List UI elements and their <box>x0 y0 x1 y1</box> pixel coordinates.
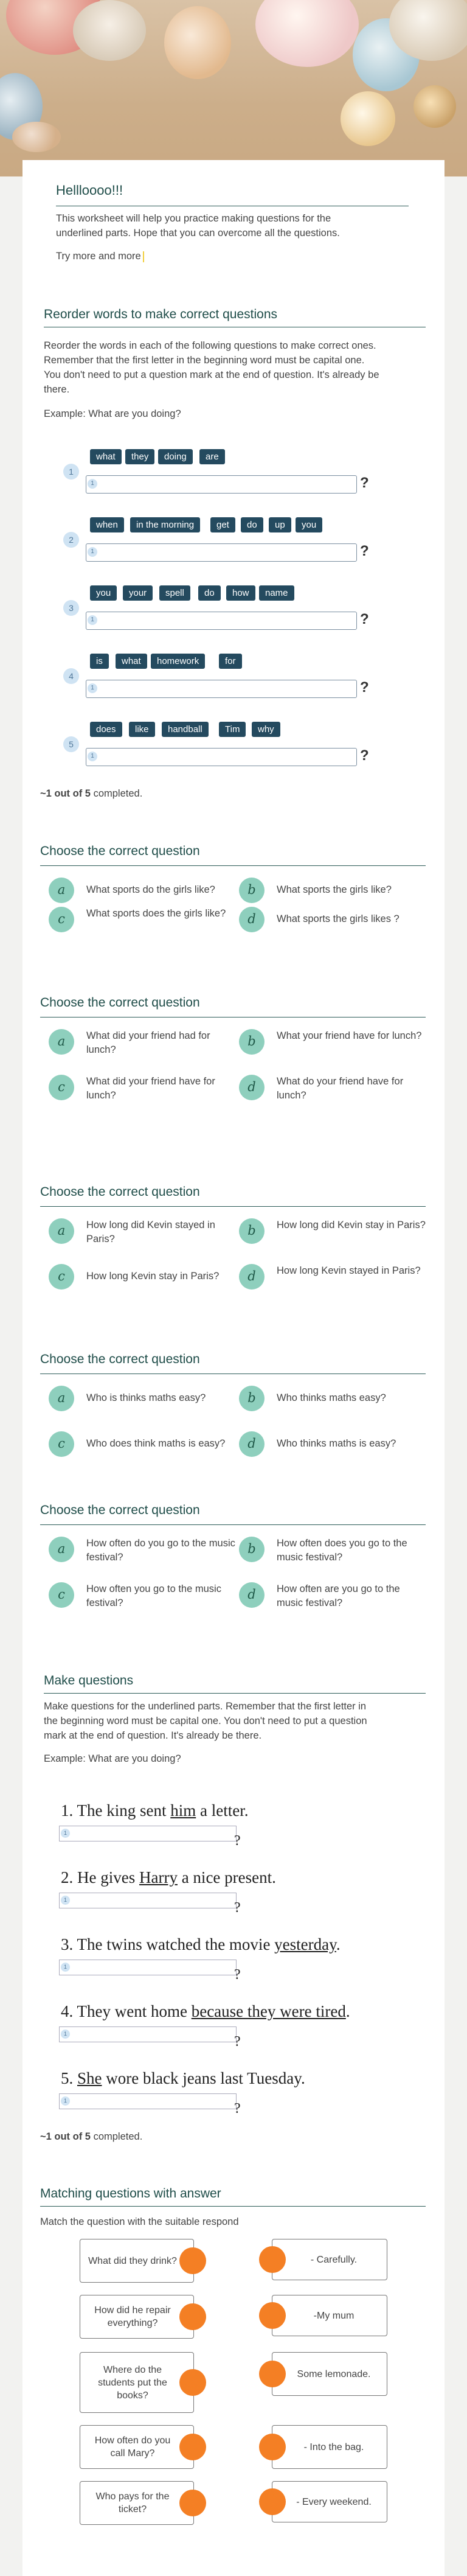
intro-title: Hellloooo!!! <box>56 183 123 198</box>
question-mark: ? <box>234 1833 241 1849</box>
match-answer-box[interactable]: - Every weekend. <box>272 2481 387 2522</box>
shell-image <box>341 91 395 146</box>
question-mark: ? <box>360 611 369 627</box>
sentence-part: 5. <box>61 2069 77 2087</box>
sentence-part: a letter. <box>196 1801 249 1820</box>
option-text[interactable]: How often are you go to the music festival? <box>277 1583 400 1608</box>
option-text[interactable]: What your friend have for lunch? <box>277 1030 422 1041</box>
option-text[interactable]: How long Kevin stayed in Paris? <box>277 1265 421 1276</box>
sentence-text <box>61 1935 341 1954</box>
option-text[interactable]: What did your friend have for lunch? <box>86 1076 215 1101</box>
question-number: 2 <box>63 532 79 548</box>
option-a-button[interactable]: a <box>49 1218 74 1244</box>
word-chip[interactable]: handball <box>162 722 209 737</box>
underlined-part: him <box>170 1801 196 1820</box>
word-chip[interactable]: how <box>226 585 255 601</box>
match-answer-box[interactable]: Some lemonade. <box>272 2352 387 2396</box>
word-chip[interactable]: do <box>198 585 221 601</box>
option-c-button[interactable]: c <box>49 1264 74 1290</box>
question-mark: ? <box>360 543 369 559</box>
option-c-button[interactable]: c <box>49 1582 74 1608</box>
score-text: ~1 out of 5 completed. <box>40 2131 143 2142</box>
word-chip[interactable]: does <box>90 722 122 737</box>
sentence-text <box>61 1868 276 1887</box>
match-connector-dot[interactable] <box>259 2246 286 2273</box>
answer-input[interactable] <box>59 2093 237 2109</box>
word-chip[interactable]: what <box>90 449 122 464</box>
option-c-button[interactable]: c <box>49 1431 74 1457</box>
divider <box>40 1524 426 1525</box>
underlined-part: because they were tired <box>191 2002 346 2020</box>
instruction-text: the beginning word must be capital one. You don't need to put a question <box>44 1716 367 1726</box>
intro-text: This worksheet will help you practice making questions for the <box>56 213 331 224</box>
shell-image <box>255 0 359 67</box>
instruction-text: You don't need to put a question mark at the end of question. It's already be <box>44 369 379 380</box>
option-text[interactable]: What sports do the girls like? <box>86 884 215 895</box>
match-connector-dot[interactable] <box>259 2434 286 2460</box>
word-chip[interactable]: homework <box>151 654 205 669</box>
section-title: Choose the correct question <box>40 1503 200 1517</box>
option-a-button[interactable]: a <box>49 1537 74 1562</box>
option-c-button[interactable]: c <box>49 1075 74 1100</box>
section-title: Matching questions with answer <box>40 2187 221 2201</box>
underlined-part: Harry <box>139 1868 178 1887</box>
instruction-text: Make questions for the underlined parts. Remember that the first letter in <box>44 1701 367 1712</box>
instruction-text: mark at the end of question. It's already be there. <box>44 1730 262 1741</box>
sentence-part: 2. He gives <box>61 1868 139 1887</box>
question-mark: ? <box>360 679 369 696</box>
input-marker-icon: 1 <box>61 1896 70 1905</box>
input-marker-icon: 1 <box>61 2030 70 2039</box>
option-b-button[interactable]: b <box>239 1537 265 1562</box>
option-a-button[interactable]: a <box>49 1386 74 1411</box>
option-text[interactable]: What did your friend had for lunch? <box>86 1030 210 1055</box>
question-mark: ? <box>234 1967 241 1983</box>
header-image <box>0 0 467 176</box>
intro-text: underlined parts. Hope that you can overcome all the questions. <box>56 228 340 239</box>
instruction-text: Match the question with the suitable respond <box>40 2216 239 2227</box>
sentence-text <box>61 2002 350 2021</box>
option-text[interactable]: Who thinks maths easy? <box>277 1392 386 1403</box>
option-text[interactable]: What sports the girls like? <box>277 884 392 895</box>
sentence-part: . <box>336 1935 341 1953</box>
option-a-button[interactable]: a <box>49 878 74 903</box>
instruction-text: there. <box>44 384 70 395</box>
input-marker-icon: 1 <box>88 479 97 489</box>
underlined-part: yesterday <box>274 1935 336 1953</box>
match-question-box[interactable]: Where do the students put the books? <box>80 2352 194 2413</box>
sentence-part: 3. The twins watched the movie <box>61 1935 275 1953</box>
option-b-button[interactable]: b <box>239 1386 265 1411</box>
match-question-box[interactable]: How did he repair everything? <box>80 2295 194 2339</box>
sentence-part: a nice present. <box>177 1868 276 1887</box>
question-mark: ? <box>234 1900 241 1916</box>
input-marker-icon: 1 <box>88 547 97 557</box>
match-connector-dot[interactable] <box>179 2490 206 2516</box>
answer-input[interactable] <box>86 612 357 630</box>
option-d-button[interactable]: d <box>239 1075 265 1100</box>
shell-image <box>413 85 456 128</box>
instruction-text: Reorder the words in each of the following questions to make correct ones. <box>44 340 376 351</box>
option-text[interactable]: How long did Kevin stayed in Paris? <box>86 1220 215 1244</box>
divider <box>40 1206 426 1207</box>
divider <box>44 1693 426 1694</box>
option-text[interactable]: What sports the girls likes ? <box>277 913 400 924</box>
word-chip[interactable]: are <box>199 449 225 464</box>
divider <box>40 2206 426 2207</box>
question-number: 5 <box>63 736 79 752</box>
section-title: Choose the correct question <box>40 996 200 1010</box>
input-marker-icon: 1 <box>88 615 97 625</box>
option-c-button[interactable]: c <box>49 907 74 932</box>
option-text[interactable]: What sports does the girls like? <box>86 908 226 919</box>
input-marker-icon: 1 <box>61 1963 70 1972</box>
word-chip[interactable]: you <box>296 517 322 532</box>
option-text[interactable]: How long Kevin stay in Paris? <box>86 1271 220 1282</box>
instruction-text: Remember that the first letter in the beginning word must be capital one. <box>44 355 365 366</box>
score-text: ~1 out of 5 completed. <box>40 788 143 799</box>
option-text[interactable]: How long did Kevin stay in Paris? <box>277 1220 426 1230</box>
shell-image <box>12 122 61 152</box>
sentence-part: 4. They went home <box>61 2002 192 2020</box>
option-text[interactable]: Who does think maths is easy? <box>86 1438 226 1449</box>
word-chip[interactable]: Tim <box>219 722 246 737</box>
word-chip[interactable]: spell <box>159 585 190 601</box>
section-title: Choose the correct question <box>40 1185 200 1199</box>
sentence-part: . <box>345 2002 350 2020</box>
match-question-box[interactable]: Who pays for the ticket? <box>80 2481 194 2525</box>
input-marker-icon: 1 <box>88 683 97 693</box>
word-chip[interactable]: your <box>123 585 153 601</box>
match-connector-dot[interactable] <box>179 2434 206 2460</box>
section-title: Choose the correct question <box>40 1352 200 1366</box>
match-connector-dot[interactable] <box>259 2488 286 2515</box>
word-chip[interactable]: doing <box>158 449 193 464</box>
word-chip[interactable]: up <box>269 517 291 532</box>
shell-image <box>164 6 231 79</box>
answer-input[interactable] <box>86 543 357 562</box>
match-question-box[interactable]: How often do you call Mary? <box>80 2425 194 2469</box>
match-connector-dot[interactable] <box>179 2369 206 2396</box>
match-connector-dot[interactable] <box>259 2361 286 2387</box>
example-text: Example: What are you doing? <box>44 408 181 419</box>
word-chip[interactable]: what <box>116 654 147 669</box>
option-a-button[interactable]: a <box>49 1029 74 1055</box>
input-marker-icon: 1 <box>88 752 97 761</box>
option-d-button[interactable]: d <box>239 907 265 932</box>
match-connector-dot[interactable] <box>179 2303 206 2330</box>
sentence-part: wore black jeans last Tuesday. <box>102 2069 305 2087</box>
option-b-button[interactable]: b <box>239 1218 265 1244</box>
text-cursor <box>143 251 144 262</box>
option-text[interactable]: How often does you go to the music festival? <box>277 1538 407 1563</box>
section-title: Choose the correct question <box>40 844 200 858</box>
word-chip[interactable]: why <box>252 722 280 737</box>
word-chip[interactable]: do <box>241 517 263 532</box>
option-b-button[interactable]: b <box>239 878 265 903</box>
answer-input[interactable] <box>59 1826 237 1841</box>
question-mark: ? <box>234 2034 241 2050</box>
sentence-text <box>61 2069 305 2088</box>
question-mark: ? <box>360 475 369 491</box>
option-text[interactable]: Who thinks maths is easy? <box>277 1438 396 1449</box>
word-chip[interactable]: when <box>90 517 124 532</box>
option-d-button[interactable]: d <box>239 1264 265 1290</box>
option-text[interactable]: What do your friend have for lunch? <box>277 1076 404 1101</box>
match-connector-dot[interactable] <box>259 2302 286 2329</box>
word-chip[interactable]: they <box>125 449 154 464</box>
underlined-part: She <box>77 2069 102 2087</box>
word-chip[interactable]: for <box>219 654 242 669</box>
match-connector-dot[interactable] <box>179 2247 206 2274</box>
intro-text: Try more and more <box>56 250 144 264</box>
shell-image <box>73 0 146 61</box>
option-d-button[interactable]: d <box>239 1582 265 1608</box>
question-number: 1 <box>63 464 79 480</box>
option-text[interactable]: How often do you go to the music festival? <box>86 1538 235 1563</box>
question-number: 4 <box>63 668 79 684</box>
match-question-box[interactable]: What did they drink? <box>80 2239 194 2283</box>
match-answer-box[interactable]: - Carefully. <box>272 2239 387 2280</box>
word-chip[interactable]: name <box>259 585 294 601</box>
option-d-button[interactable]: d <box>239 1431 265 1457</box>
match-answer-box[interactable]: -My mum <box>272 2295 387 2336</box>
option-b-button[interactable]: b <box>239 1029 265 1055</box>
match-answer-box[interactable]: - Into the bag. <box>272 2425 387 2469</box>
answer-input[interactable] <box>86 475 357 494</box>
input-marker-icon: 1 <box>61 2096 70 2106</box>
question-mark: ? <box>234 2101 241 2117</box>
word-chip[interactable]: like <box>129 722 155 737</box>
answer-input[interactable] <box>86 680 357 698</box>
answer-input[interactable] <box>59 1960 237 1975</box>
question-number: 3 <box>63 600 79 616</box>
question-mark: ? <box>360 747 369 764</box>
word-chip[interactable]: in the morning <box>130 517 200 532</box>
word-chip[interactable]: you <box>90 585 117 601</box>
section-title: Reorder words to make correct questions <box>44 307 277 321</box>
answer-input[interactable] <box>59 2026 237 2042</box>
word-chip[interactable]: get <box>210 517 235 532</box>
word-chip[interactable]: is <box>90 654 109 669</box>
answer-input[interactable] <box>59 1893 237 1908</box>
divider <box>40 865 426 866</box>
sentence-part: 1. The king sent <box>61 1801 171 1820</box>
sentence-text <box>61 1801 248 1820</box>
section-title: Make questions <box>44 1674 134 1688</box>
example-text: Example: What are you doing? <box>44 1753 181 1764</box>
option-text[interactable]: Who is thinks maths easy? <box>86 1392 206 1403</box>
answer-input[interactable] <box>86 748 357 766</box>
option-text[interactable]: How often you go to the music festival? <box>86 1583 221 1608</box>
input-marker-icon: 1 <box>61 1829 70 1838</box>
